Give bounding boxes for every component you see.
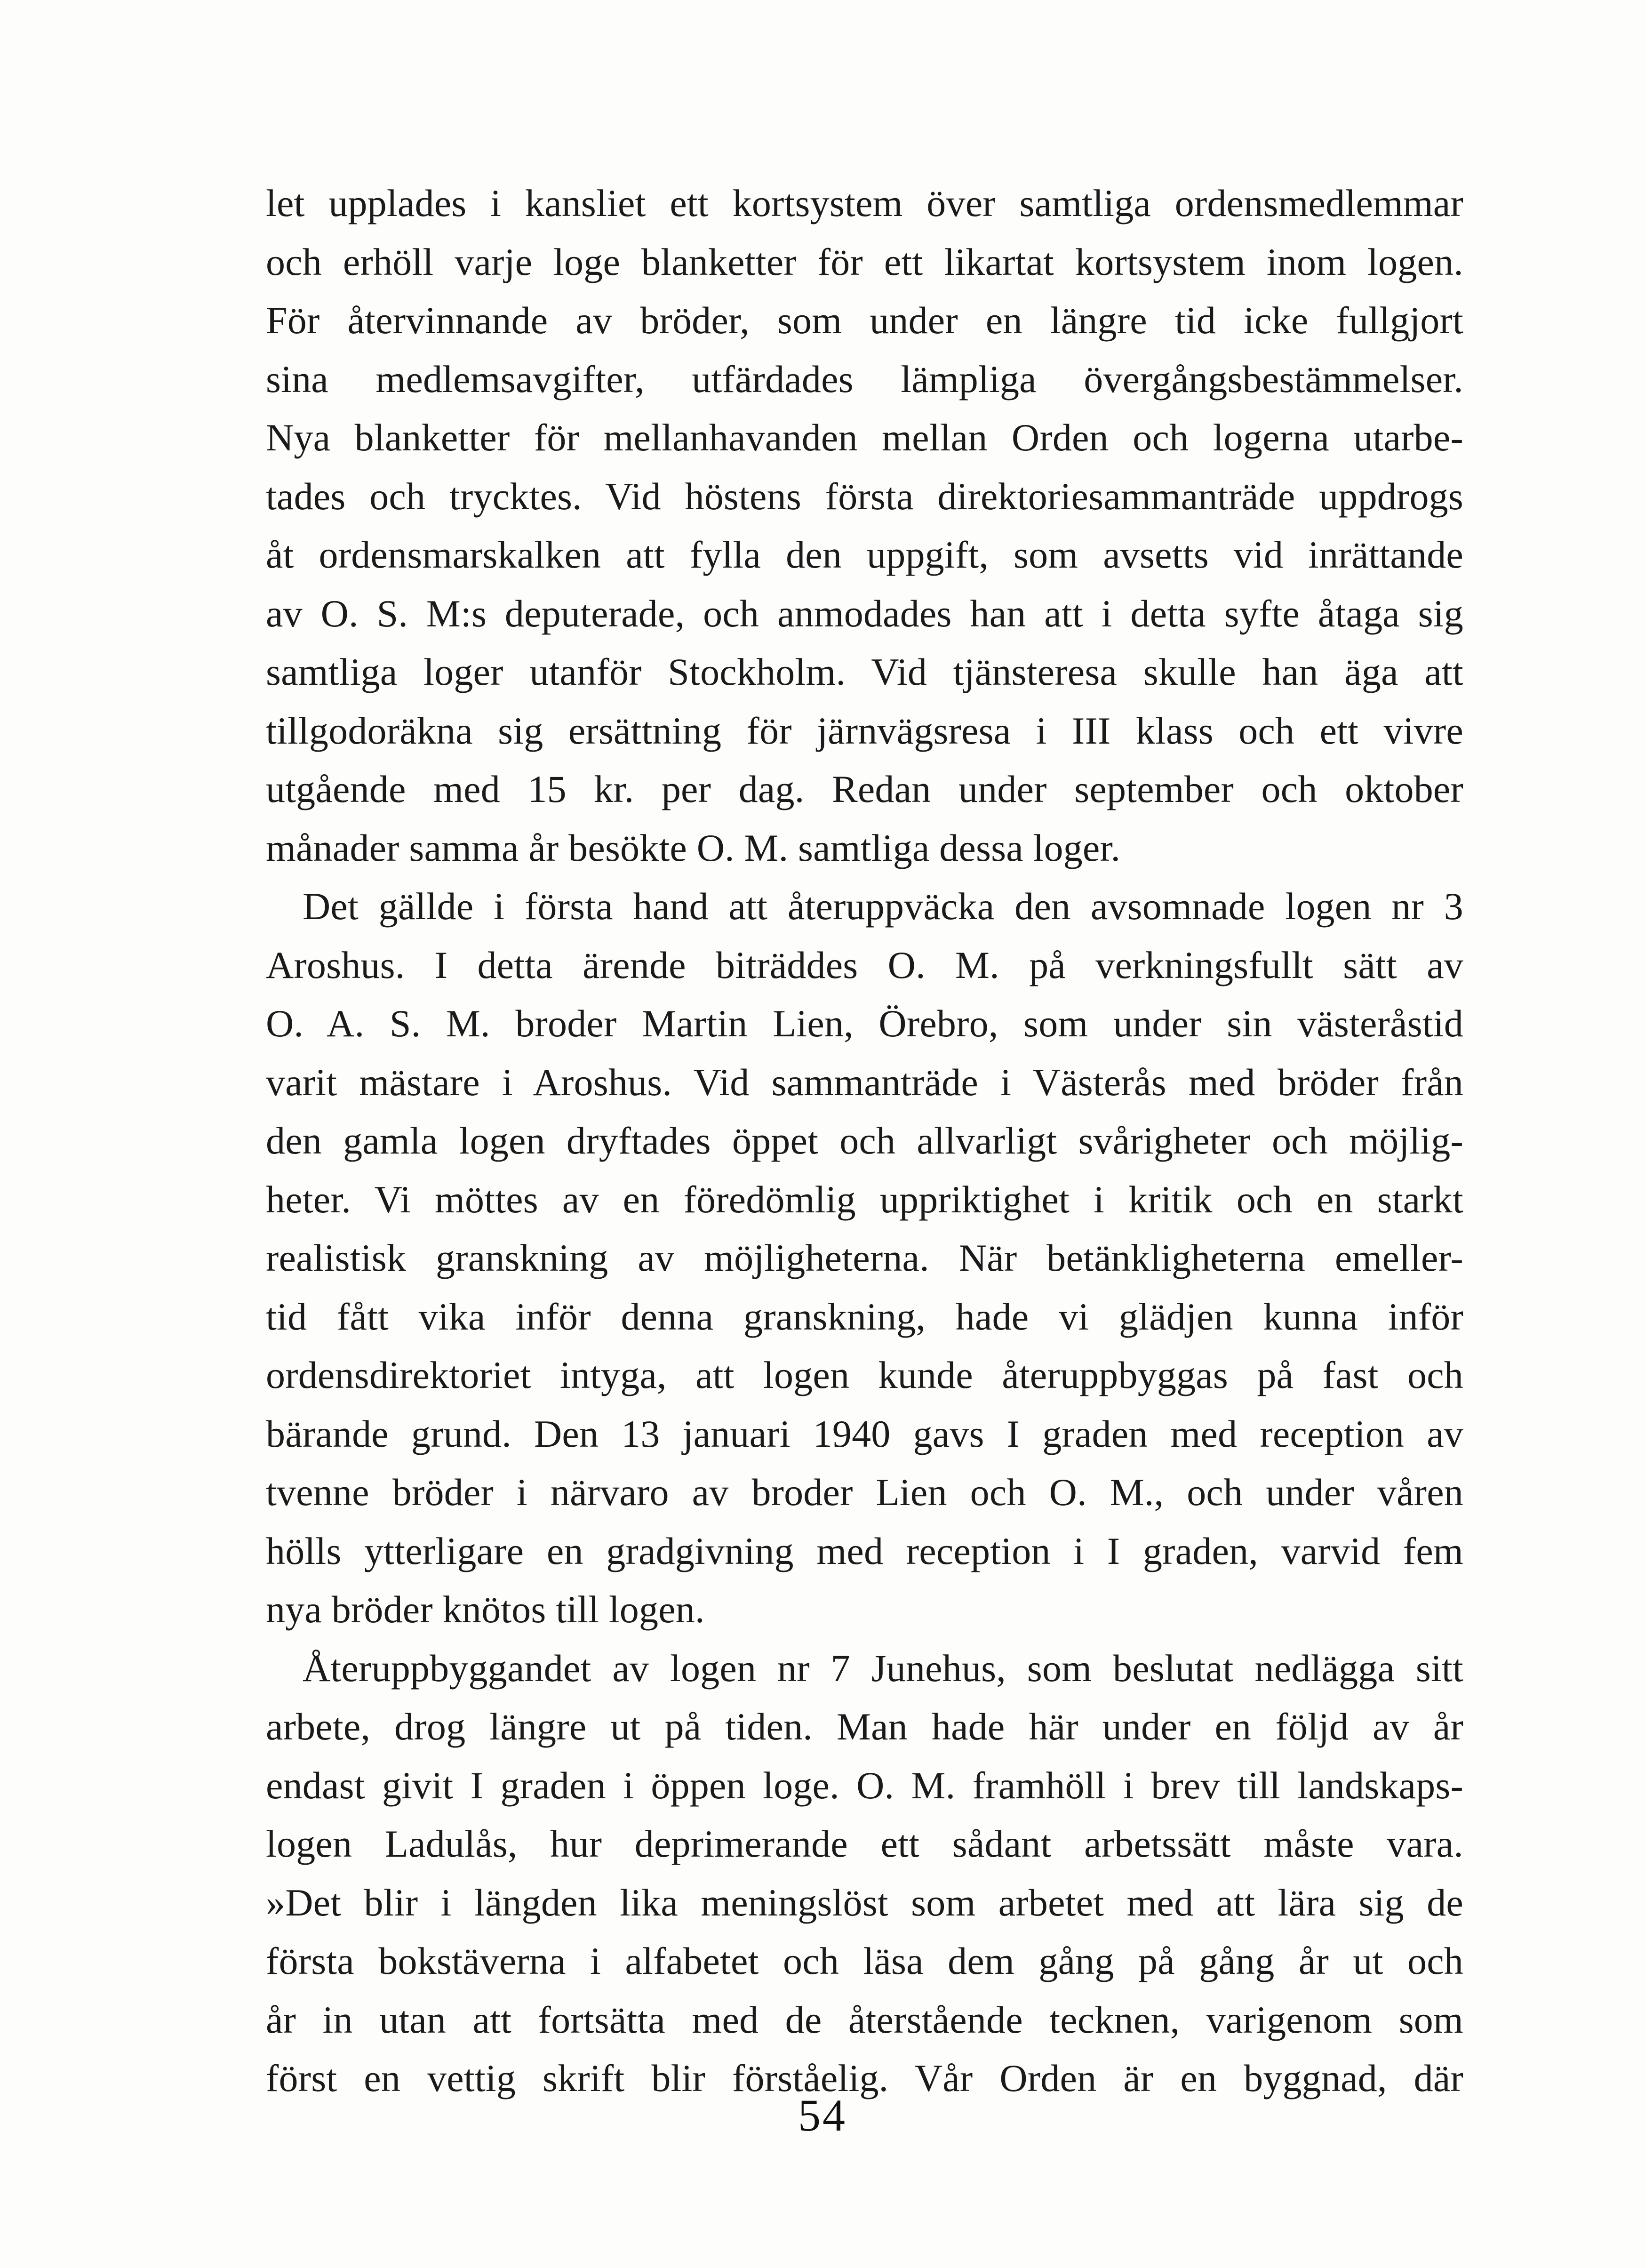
- text-line: tades och trycktes. Vid höstens första direktoriesammanträde uppdrogs: [266, 474, 1463, 518]
- text-line: endast givit I graden i öppen loge. O. M. framhöll i brev till landskaps-: [266, 1763, 1463, 1807]
- text-line: Aroshus. I detta ärende biträddes O. M. på verkningsfullt sätt av: [266, 943, 1463, 986]
- text-line: För återvinnande av bröder, som under en längre tid icke fullgjort: [266, 299, 1463, 342]
- text-line: sina medlemsavgifter, utfärdades lämpliga övergångsbestämmelser.: [266, 357, 1463, 401]
- text-line: let upplades i kansliet ett kortsystem över samtliga ordensmedlemmar: [266, 182, 1463, 224]
- text-line: samtliga loger utanför Stockholm. Vid tjänsteresa skulle han äga att: [266, 650, 1463, 693]
- paragraph-2: [266, 877, 1463, 1639]
- text-line: nya bröder knötos till logen.: [266, 1588, 705, 1631]
- text-line: ordensdirektoriet intyga, att logen kunde återuppbyggas på fast och: [266, 1354, 1463, 1396]
- text-line: utgående med 15 kr. per dag. Redan under september och oktober: [266, 768, 1463, 810]
- text-line: den gamla logen dryftades öppet och allvarligt svårigheter och möjlig-: [266, 1119, 1463, 1162]
- text-line: realistisk granskning av möjligheterna. När betänkligheterna emeller-: [266, 1236, 1463, 1279]
- text-line: logen Ladulås, hur deprimerande ett sådant arbetssätt måste vara.: [266, 1822, 1463, 1865]
- text-line: bärande grund. Den 13 januari 1940 gavs I graden med reception av: [266, 1412, 1463, 1455]
- text-line: månader samma år besökte O. M. samtliga dessa loger.: [266, 826, 1121, 869]
- text-line: första bokstäverna i alfabetet och läsa dem gång på gång år ut och: [266, 1939, 1463, 1982]
- body-text: [266, 174, 1463, 2108]
- paragraph-1: [266, 174, 1463, 877]
- text-line: åt ordensmarskalken att fylla den uppgift, som avsetts vid inrättande: [266, 533, 1463, 576]
- text-line: först en vettig skrift blir förståelig. Vår Orden är en byggnad, där: [266, 2057, 1463, 2100]
- text-line: heter. Vi möttes av en föredömlig uppriktighet i kritik och en starkt: [266, 1178, 1463, 1221]
- text-line: år in utan att fortsätta med de återstående tecknen, varigenom som: [266, 1998, 1463, 2041]
- text-line: av O. S. M:s deputerade, och anmodades han att i detta syfte åtaga sig: [266, 592, 1463, 635]
- text-line: tid fått vika inför denna granskning, hade vi glädjen kunna inför: [266, 1295, 1463, 1338]
- page-number: 54: [798, 2090, 847, 2140]
- text-line: arbete, drog längre ut på tiden. Man hade här under en följd av år: [266, 1705, 1463, 1748]
- text-line: Nya blanketter för mellanhavanden mellan Orden och logerna utarbe-: [266, 416, 1463, 459]
- text-line: och erhöll varje loge blanketter för ett likartat kortsystem inom logen.: [266, 240, 1463, 283]
- text-line: tvenne bröder i närvaro av broder Lien och O. M., och under våren: [266, 1471, 1463, 1514]
- text-line: Det gällde i första hand att återuppväcka den avsomnade logen nr 3: [303, 885, 1463, 928]
- text-line: tillgodoräkna sig ersättning för järnvägsresa i III klass och ett vivre: [266, 709, 1463, 752]
- text-line: varit mästare i Aroshus. Vid sammanträde i Västerås med bröder från: [266, 1060, 1463, 1104]
- text-line: hölls ytterligare en gradgivning med reception i I graden, varvid fem: [266, 1529, 1463, 1572]
- paragraph-3: [266, 1639, 1463, 2108]
- text-line: Återuppbyggandet av logen nr 7 Junehus, som beslutat nedlägga sitt: [303, 1646, 1463, 1690]
- text-line: »Det blir i längden lika meningslöst som arbetet med att lära sig de: [266, 1881, 1463, 1924]
- text-line: O. A. S. M. broder Martin Lien, Örebro, som under sin västeråstid: [266, 1002, 1463, 1045]
